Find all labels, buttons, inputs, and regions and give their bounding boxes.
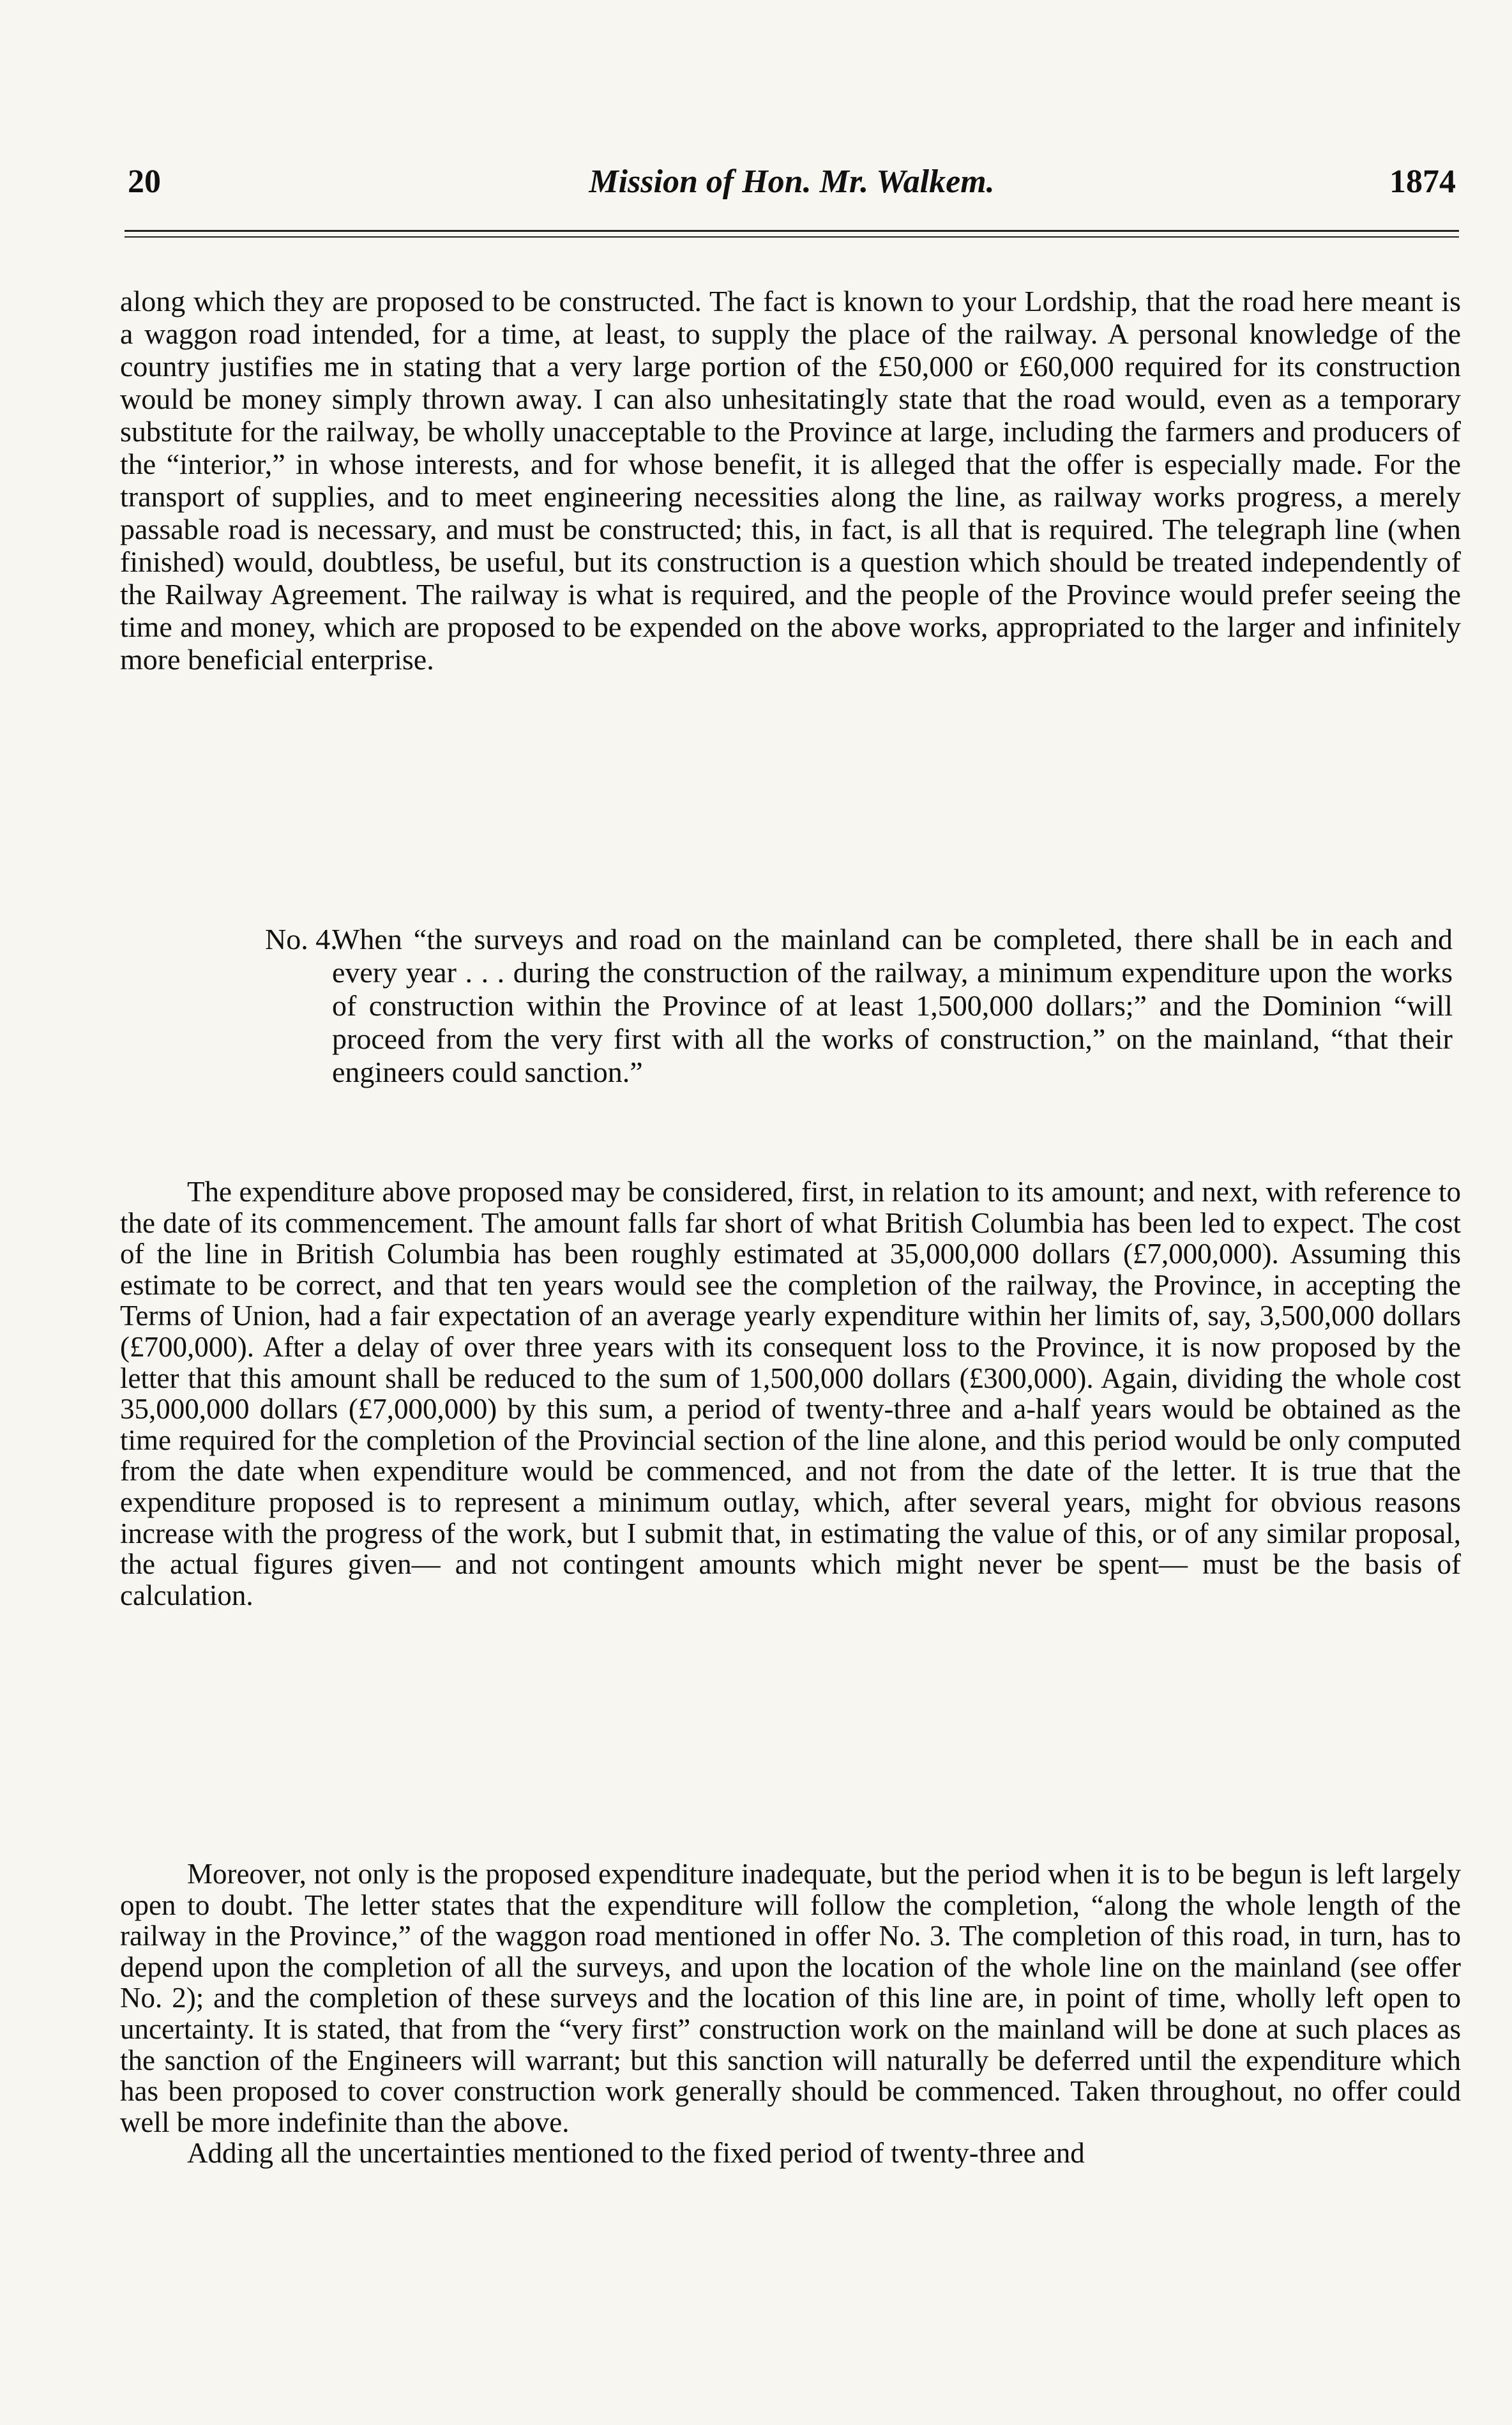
header-year: 1874 xyxy=(1389,163,1456,200)
paragraph-text: Moreover, not only is the proposed expenditure inadequate, but the period when it is to be begun is left largely open to doubt. The letter states that the expenditure will follow the completion, “along the whole length of the railway in the Province,” of the waggon road mentioned in offer No. 3. The completion of this road, in turn, has to depend upon the completion of all the surveys, and upon the location of the whole line on the mainland (see offer No. 2); and the completion of these surveys and the location of this line are, in point of time, wholly left open to uncertainty. It is stated, that from the “very first” construction work on the mainland will be done at such places as the sanction of the Engineers will warrant; but this sanction will naturally be deferred until the expenditure which has been proposed to cover construction work generally should be commenced. Taken throughout, no offer could well be more indefinite than the above. xyxy=(120,1858,1461,2138)
paragraph-moreover xyxy=(120,1859,1461,2169)
running-header xyxy=(128,163,1456,208)
header-rule xyxy=(125,230,1459,232)
paragraph-text-final: Adding all the uncertainties mentioned to the fixed period of twenty-three and xyxy=(187,2137,1085,2170)
header-rule-thin xyxy=(125,236,1459,238)
paragraph-text: The expenditure above proposed may be considered, first, in relation to its amount; and next, with reference to the date of its commencement. The amount falls far short of what British Columbia has been led to expect. The cost of the line in British Columbia has been roughly estimated at 35,000,000 dollars (£7,000,000). Assuming this estimate to be correct, and that ten years would see the completion of the railway, the Province, in accepting the Terms of Union, had a fair expectation of an average yearly expenditure within her limits of, say, 3,500,000 dollars (£700,000). After a delay of over three years with its consequent loss to the Province, it is now proposed by the letter that this amount shall be reduced to the sum of 1,500,000 dollars (£300,000). Again, dividing the whole cost 35,000,000 dollars (£7,000,000) by this sum, a period of twenty-three and a-half years would be obtained as the time required for the completion of the Provincial section of the line alone, and this period would be only computed from the date when expenditure would be commenced, and not from the date of the letter. It is true that the expenditure proposed is to represent a minimum outlay, which, after several years, might for obvious reasons increase with the progress of the work, but I submit that, in estimating the value of this, or of any similar proposal, the actual figures given— and not contingent amounts which might never be spent— must be the basis of calculation. xyxy=(120,1176,1461,1611)
offer-number: No. 4. xyxy=(265,923,338,955)
paragraph-expenditure xyxy=(120,1176,1461,1611)
running-title: Mission of Hon. Mr. Walkem. xyxy=(589,163,995,200)
paragraph-continuation xyxy=(120,285,1461,676)
offer-text: When “the surveys and road on the mainland can be completed, there shall be in each and every year . . . during the construction of the railway, a minimum expenditure upon the works of construction within the Province of at least 1,500,000 dollars;” and the Dominion “will proceed from the very first with all the works of construction,” on the mainland, “that their engineers could sanction.” xyxy=(332,923,1453,1088)
paragraph-text: along which they are proposed to be constructed. The fact is known to your Lordship, that the road here meant is a waggon road intended, for a time, at least, to supply the place of the railway. A personal knowledge of the country justifies me in stating that a very large portion of the £50,000 or £60,000 required for its construction would be money simply thrown away. I can also unhesitatingly state that the road would, even as a temporary substitute for the railway, be wholly unacceptable to the Province at large, including the farmers and producers of the “interior,” in whose interests, and for whose benefit, it is alleged that the offer is especially made. For the transport of supplies, and to meet engineering necessities along the line, as railway works progress, a merely passable road is necessary, and must be constructed; this, in fact, is all that is required. The telegraph line (when finished) would, doubtless, be useful, but its construction is a question which should be treated independently of the Railway Agreement. The railway is what is required, and the people of the Province would prefer seeing the time and money, which are proposed to be expended on the above works, appropriated to the larger and infinitely more beneficial enterprise. xyxy=(120,285,1461,676)
offer-block xyxy=(265,923,1453,1089)
page-number: 20 xyxy=(128,163,161,200)
